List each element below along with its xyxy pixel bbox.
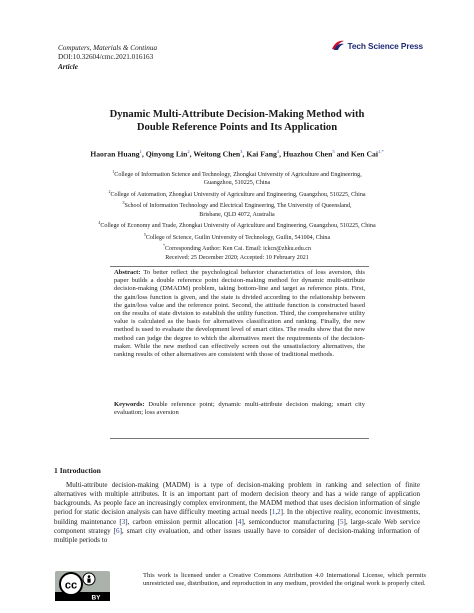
cc-by-license-icon[interactable] (55, 571, 110, 601)
title-line: Dynamic Multi-Attribute Decision-Making Method with (109, 109, 365, 120)
affiliation: $^5$College of Science, Guilin University of Technology, Guilin, 541004, China (143, 231, 331, 241)
title-line: Double Reference Points and Its Application (136, 121, 338, 133)
citation-link[interactable]: 4 (237, 517, 242, 526)
abstract-label: Abstract: (114, 269, 141, 276)
author-affiliation-mark[interactable]: 1,* (378, 149, 384, 154)
publisher-logo (331, 40, 423, 51)
abstract (114, 269, 365, 359)
doi-text[interactable]: DOI:10.32604/cmc.2021.016163 (58, 53, 154, 62)
license-statement: This work is licensed under a Creative Commons Attribution 4.0 International License, which permits unrestricted use, distribution, and reproduction in any medium, provided the original work is properly cited. (143, 572, 426, 588)
introduction-paragraph: Multi-attribute decision-making (MADM) is a type of decision-making problem in ranking and selection of finite alternatives with multiple attributes. It is an important part of modern decision theory and has a wide range of application backgrounds. As people face an increasingly complex environment, the MADM method that uses decision information of single period for static decision analysis can have difficulty meeting actual needs [1,2]. In the objective reality, economic investments, building maintenance [3], carbon emission permit allocation [4], semiconductor manufacturing [5], large-scale Web service component strategy [6], smart city evaluation, and other issues usually have to consider of decision-making information of multiple periods to (54, 481, 421, 544)
article-type: Article (58, 62, 78, 71)
author-list: Haoran Huang$^1$, Qinyong Lin$^2$, Weitong Chen$^3$, Kai Fang$^4$, Huazhou Chen$^5$ and Ken Cai$^{1,*}$ (90, 149, 384, 159)
author-affiliation-mark[interactable]: 2 (187, 149, 190, 154)
section-heading: 1 Introduction (54, 466, 101, 475)
affiliation: $^4$College of Economy and Trade, Zhongkai University of Agriculture and Engineering, Guangzhou, 510225, China (98, 220, 376, 230)
keywords (114, 401, 365, 417)
citation-link[interactable]: 2 (277, 508, 281, 517)
license-footer (55, 570, 426, 604)
author-name: Kai Fang (246, 149, 277, 159)
received-accepted-dates: Received: 25 December 2020; Accepted: 10 February 2021 (165, 254, 309, 261)
author-affiliation-mark[interactable]: 4 (276, 149, 280, 154)
author-affiliation-mark[interactable]: 5 (332, 149, 335, 154)
author-name: Huazhou Chen (283, 149, 333, 159)
keywords-label: Keywords: (114, 401, 145, 408)
keywords-body: Double reference point; dynamic multi-attribute decision making; smart city evaluation; loss aversion (114, 401, 366, 417)
journal-name: Computers, Materials & Continua (58, 44, 158, 52)
author-name: Ken Cai (350, 149, 379, 159)
publisher-name: Tech Science Press (347, 40, 423, 51)
abstract-box (110, 266, 369, 439)
paper-title (30, 109, 444, 134)
cc-text: cc (64, 579, 78, 592)
corresponding-author: *Corresponding Author: Ken Cai. Email: ickcn@zhku.edu.cn (163, 243, 311, 253)
affiliation-list (40, 168, 434, 262)
citation-link[interactable]: 5 (339, 517, 344, 526)
tech-science-press-icon (331, 40, 345, 51)
affiliation: $^2$College of Automation, Zhongkai University of Agriculture and Engineering, Guangzhou, 510225, China (108, 188, 366, 198)
journal-header (58, 44, 157, 72)
author-affiliation-mark[interactable]: 3 (240, 149, 243, 154)
author-name: Haoran Huang (90, 149, 140, 159)
author-name: Qinyong Lin (145, 149, 188, 159)
by-text: BY (91, 594, 101, 601)
abstract-body: To better reflect the psychological behavior characteristics of loss aversion, this paper builds a double reference point decision-making method for dynamic multi-attribute decision-making (DMADM) problem, taking bottom-line and target as reference pints. First, the gain/loss function is given, and the state is divided according to the relationship between the gain/loss value and the reference point. Second, the attitude function is constructed based on the results of state division to establish the utility function. Third, the comprehensive utility value is calculated as the basis for alternatives classification and ranking. Finally, the new method is used to evaluate the development level of smart cities. The results show that the new method can judge the degree to which the alternatives meet the requirements of the decision-maker. While the new method can effectively screen out the unsatisfactory alternatives, the ranking results of other alternatives are consistent with those of traditional methods. (114, 269, 365, 359)
author-name: Weitong Chen (193, 149, 241, 159)
affiliation: $^3$School of Information Technology and Electrical Engineering, The University of Queensland, Brisbane, QLD 4072, Australia (122, 200, 352, 218)
citation-link[interactable]: 3 (121, 517, 126, 526)
author-affiliation-mark[interactable]: 1 (139, 149, 142, 154)
affiliation: $^1$College of Information Science and Technology, Zhongkai University of Agriculture and Engineering, Guangzhou, 510225, China (112, 169, 362, 187)
citation-link[interactable]: 1 (271, 508, 276, 517)
citation-link[interactable]: 6 (116, 526, 120, 535)
